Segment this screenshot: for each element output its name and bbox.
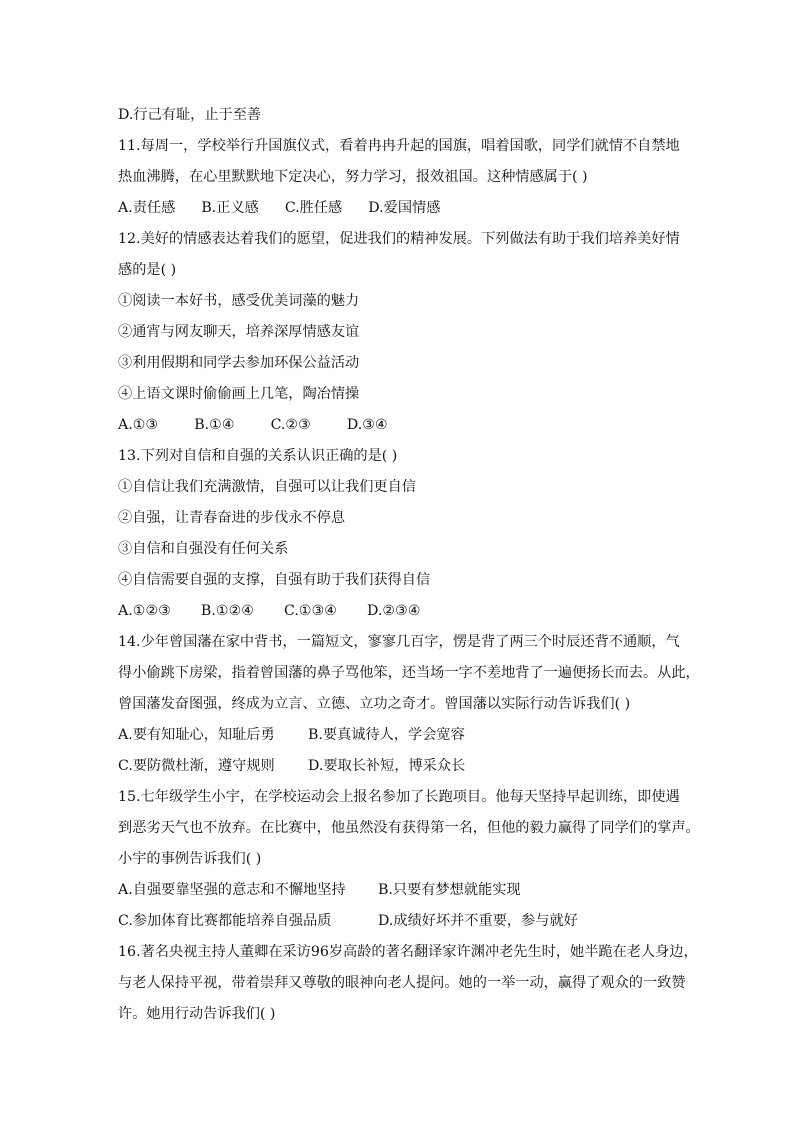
option-b: B.①④	[194, 417, 235, 433]
question-15-options-cd	[118, 906, 678, 937]
statement-1: ①自信让我们充满激情，自强可以让我们更自信	[118, 479, 416, 495]
option-d: D.成绩好坏并不重要，参与就好	[378, 913, 578, 929]
question-14-text: 得小偷跳下房梁，指着曾国藩的鼻子骂他笨，还当场一字不差地背了一遍便扬长而去。从此，	[118, 665, 700, 681]
question-12-text: 12.美好的情感表达着我们的愿望，促进我们的精神发展。下列做法有助于我们培养美好情	[118, 231, 680, 247]
question-14-text: 曾国藩发奋图强，终成为立言、立德、立功之奇才。曾国藩以实际行动告诉我们( )	[118, 696, 631, 712]
question-15-text: 小宇的事例告诉我们( )	[118, 851, 262, 867]
question-14-options-ab	[118, 720, 678, 751]
question-13-text: 13.下列对自信和自强的关系认识正确的是( )	[118, 448, 398, 464]
question-13-options	[118, 596, 678, 627]
question-15-text: 到恶劣天气也不放弃。在比赛中，他虽然没有获得第一名，但他的毅力赢得了同学们的掌声。	[118, 820, 700, 836]
option-c: C.②③	[270, 417, 311, 433]
option-c: C.要防微杜渐，遵守规则	[118, 758, 275, 774]
statement-4: ④自信需要自强的支撑，自强有助于我们获得自信	[118, 572, 431, 588]
statement-4: ④上语文课时偷偷画上几笔，陶冶情操	[118, 386, 360, 402]
statement-1: ①阅读一本好书，感受优美词藻的魅力	[118, 293, 360, 309]
option-d: D.爱国情感	[368, 200, 441, 216]
question-11-options	[118, 193, 678, 224]
statement-3: ③自信和自强没有任何关系	[118, 541, 289, 557]
question-16-text: 与老人保持平视，带着崇拜又尊敬的眼神向老人提问。她的一举一动，赢得了观众的一致赞	[118, 975, 686, 991]
option-line: D.行己有耻，止于至善	[118, 107, 262, 123]
option-a: A.自强要靠坚强的意志和不懈地坚持	[118, 882, 346, 898]
option-a: A.要有知耻心，知耻后勇	[118, 727, 275, 743]
option-b: B.要真诚待人，学会宽容	[308, 727, 465, 743]
option-a: A.责任感	[118, 200, 176, 216]
option-d: D.要取长补短，博采众长	[308, 758, 466, 774]
question-14-options-cd	[118, 751, 678, 782]
option-c: C.①③④	[284, 603, 338, 619]
option-c: C.参加体育比赛都能培养自强品质	[118, 913, 332, 929]
question-11-text: 11.每周一，学校举行升国旗仪式，看着冉冉升起的国旗，唱着国歌，同学们就情不自禁地	[118, 138, 680, 154]
statement-2: ②自强，让青春奋进的步伐永不停息	[118, 510, 346, 526]
question-15-options-ab	[118, 875, 678, 906]
option-d: D.②③④	[367, 603, 421, 619]
question-12-text: 感的是( )	[118, 262, 177, 278]
question-list	[118, 100, 700, 1030]
statement-2: ②通宵与网友聊天，培养深厚情感友谊	[118, 324, 360, 340]
statement-3: ③利用假期和同学去参加环保公益活动	[118, 355, 360, 371]
option-b: B.正义感	[201, 200, 259, 216]
option-a: A.①③	[118, 417, 159, 433]
option-d: D.③④	[346, 417, 388, 433]
question-15-text: 15.七年级学生小宇，在学校运动会上报名参加了长跑项目。他每天坚持早起训练，即使遇	[118, 789, 680, 805]
question-16-text: 许。她用行动告诉我们( )	[118, 1006, 276, 1022]
question-12-options	[118, 410, 678, 441]
option-b: B.①②④	[200, 603, 255, 619]
option-c: C.胜任感	[284, 200, 343, 216]
option-a: A.①②③	[118, 603, 171, 619]
question-16-text: 16.著名央视主持人董卿在采访96岁高龄的著名翻译家许渊冲老先生时，她半跪在老人身边，	[118, 944, 698, 960]
question-11-text: 热血沸腾，在心里默默地下定决心，努力学习，报效祖国。这种情感属于( )	[118, 169, 588, 185]
option-b: B.只要有梦想就能实现	[378, 882, 521, 898]
question-14-text: 14.少年曾国藩在家中背书，一篇短文，寥寥几百字，愣是背了两三个时辰还背不通顺，气	[118, 634, 680, 650]
